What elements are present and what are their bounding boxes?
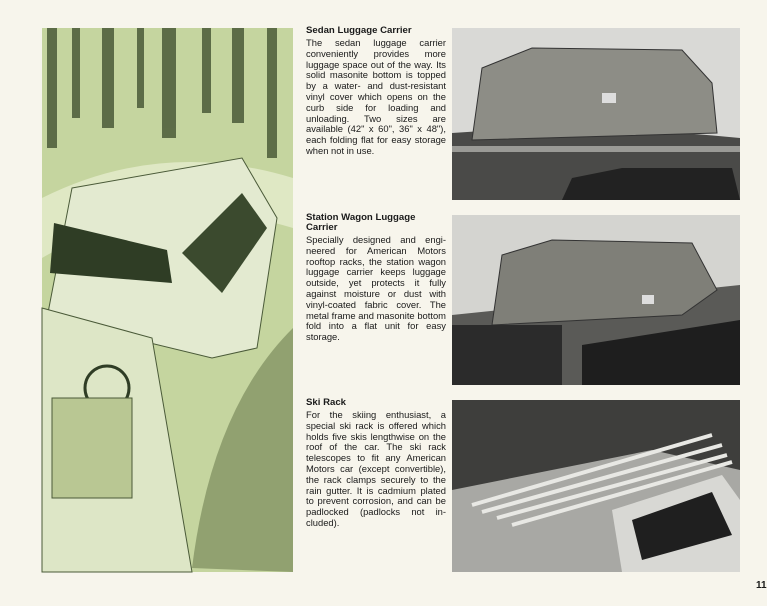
sedan-luggage-carrier-photo [452, 28, 740, 200]
ski-rack-section [306, 398, 446, 529]
ski-rack-photo [452, 400, 740, 572]
station-wagon-luggage-carrier-section [306, 213, 446, 343]
section-body: The sedan luggage carrier conveniently provides more luggage space out of the way. Its solid masonite bottom is topped by a water- and dust-resistant vinyl cover which opens on the curb side for loading and unloading. Two sizes are available (42" x 60", 36" x 48"), each folding flat for easy storage when not in use. [306, 37, 446, 156]
section-title: Sedan Luggage Carrier [306, 25, 412, 36]
station-wagon-luggage-carrier-photo [452, 215, 740, 385]
wagon-illustration [42, 28, 293, 572]
section-body: For the skiing enthusiast, a special ski rack is offered which holds five skis lengthwise on the roof of the car. The ski rack telescopes to fit any American Motors car (except convertible), the rack clamps securely to the rain gutter. It is cadmium plated to prevent corrosion, and can be padlocked (padlocks not included). [306, 409, 446, 528]
section-title: Station Wagon Luggage Carrier [306, 212, 416, 233]
sedan-luggage-carrier-section [306, 26, 446, 157]
section-title: Ski Rack [306, 397, 347, 408]
section-body: Specially designed and engineered for American Motors rooftop racks, the station wagon luggage carrier keeps luggage outside, yet protects it fully against moisture or dust with vinyl-coated fabric cover. The metal frame and masonite bottom fold into a flat unit for easy storage. [306, 234, 446, 343]
page-number: 11 [756, 580, 767, 591]
